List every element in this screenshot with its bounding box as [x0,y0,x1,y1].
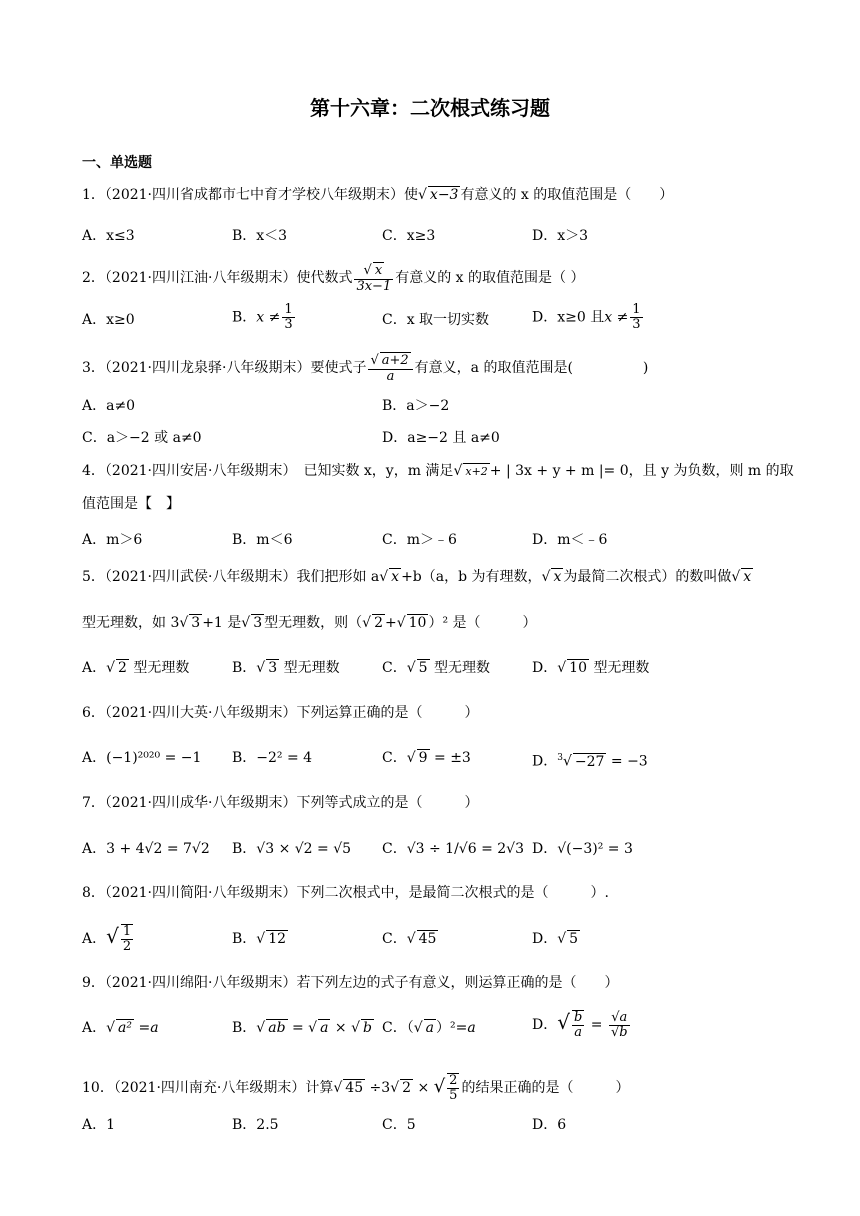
q5-option-c: C．√ 5 型无理数 [382,660,491,676]
q4-option-c: C．m＞﹣6 [382,532,457,548]
q6-option-a: A．(−1)²⁰²⁰ = −1 [82,750,202,766]
q1-option-b: B．x＜3 [232,228,288,244]
q3-option-b: B．a＞−2 [382,398,450,414]
question-1: 1．（2021·四川省成都市七中育才学校八年级期末）使√ x−3 有意义的 x 的取值范围是（ ） [82,187,674,203]
q5-option-a: A．√ 2 型无理数 [82,660,190,676]
q4-option-d: D．m＜﹣6 [532,532,608,548]
q9-option-c: C．（√ a ）²=a [382,1020,476,1036]
q4-option-a: A．m＞6 [82,532,143,548]
q6-option-d: D．$^3$√ −27 = −3 [532,753,648,770]
q7-option-c: C．√3 ÷ 1/√6 = 2√3 [382,841,524,857]
question-2: 2．（2021·四川江油·八年级期末）使代数式 $\frac{√ x}{3x-1}$ 有意义的 x 的取值范围是（ ） [82,263,585,294]
q6-option-c: C．√ 9 = ±3 [382,750,471,766]
q2-option-c: C．x 取一切实数 [382,312,490,328]
q10-option-c: C．5 [382,1117,416,1133]
q5-option-b: B．√ 3 型无理数 [232,660,340,676]
q6-option-b: B．−2² = 4 [232,750,313,766]
page-title: 第十六章：二次根式练习题 [310,96,550,120]
question-4: 4．（2021·四川安居·八年级期末） 已知实数 x，y，m 满足√ x+2 + | 3x + y + m |= 0，且 y 为负数，则 m 的取 [82,463,794,479]
q3-option-d: D．a≥−2 且 a≠0 [382,430,500,446]
q10-option-b: B．2.5 [232,1117,279,1133]
q1-option-d: D．x＞3 [532,228,589,244]
q8-option-d: D．√ 5 [532,931,579,947]
q3-option-c: C．a＞−2 或 a≠0 [82,430,202,446]
q10-option-a: A．1 [82,1117,116,1133]
q3-option-a: A．a≠0 [82,398,136,414]
q7-option-a: A．3 + 4√2 = 7√2 [82,841,210,857]
q8-option-a: A．√ $\frac{1}{2}$ [82,924,132,954]
section-heading: 一、单选题 [82,155,152,171]
q2-option-b: B．x ≠ $\frac{1}{3}$ [232,302,293,332]
q9-option-b: B．√ ab = √ a × √ b [232,1020,372,1036]
q10-option-d: D．6 [532,1117,567,1133]
q9-option-d: D．√ $\frac{b}{a}$ = $\frac{√a}{√b}$ [532,1009,628,1040]
q1-option-a: A．x≤3 [82,228,135,244]
q9-option-a: A．√ a² =a [82,1020,159,1036]
q8-option-b: B．√ 12 [232,931,287,947]
q1-option-c: C．x≥3 [382,228,436,244]
question-5-line-2: 型无理数，如 3√ 3 +1 是√ 3 型无理数，则（√ 2 +√ 10 ）² 是（ ） [82,615,537,631]
q4-option-b: B．m＜6 [232,532,293,548]
q8-option-c: C．√ 45 [382,931,437,947]
question-5: 5．（2021·四川武侯·八年级期末）我们把形如 a√ x +b（a，b 为有理数，√ x 为最简二次根式）的数叫做√ x [82,569,752,585]
question-7: 7．（2021·四川成华·八年级期末）下列等式成立的是（ ） [82,795,479,811]
question-4-line-2: 值范围是【 】 [82,496,180,512]
q7-option-d: D．√(−3)² = 3 [532,841,633,857]
q7-option-b: B．√3 × √2 = √5 [232,841,352,857]
q5-option-d: D．√ 10 型无理数 [532,660,650,676]
question-8: 8．（2021·四川简阳·八年级期末）下列二次根式中，是最简二次根式的是（ ）. [82,885,609,901]
question-6: 6．（2021·四川大英·八年级期末）下列运算正确的是（ ） [82,705,479,721]
question-9: 9．（2021·四川绵阳·八年级期末）若下列左边的式子有意义，则运算正确的是（ ） [82,975,619,991]
question-10: 10．（2021·四川南充·八年级期末）计算√ 45 ÷3√ 2 × √ $\frac{2}{5}$ 的结果正确的是（ ） [82,1073,630,1103]
q2-option-d: D．x≥0 且x ≠ $\frac{1}{3}$ [532,302,641,332]
question-3: 3．（2021·四川龙泉驿·八年级期末）要使式子 $\frac{√ a+2}{a}$ 有意义，a 的取值范围是( ) [82,353,649,384]
q2-option-a: A．x≥0 [82,312,135,328]
